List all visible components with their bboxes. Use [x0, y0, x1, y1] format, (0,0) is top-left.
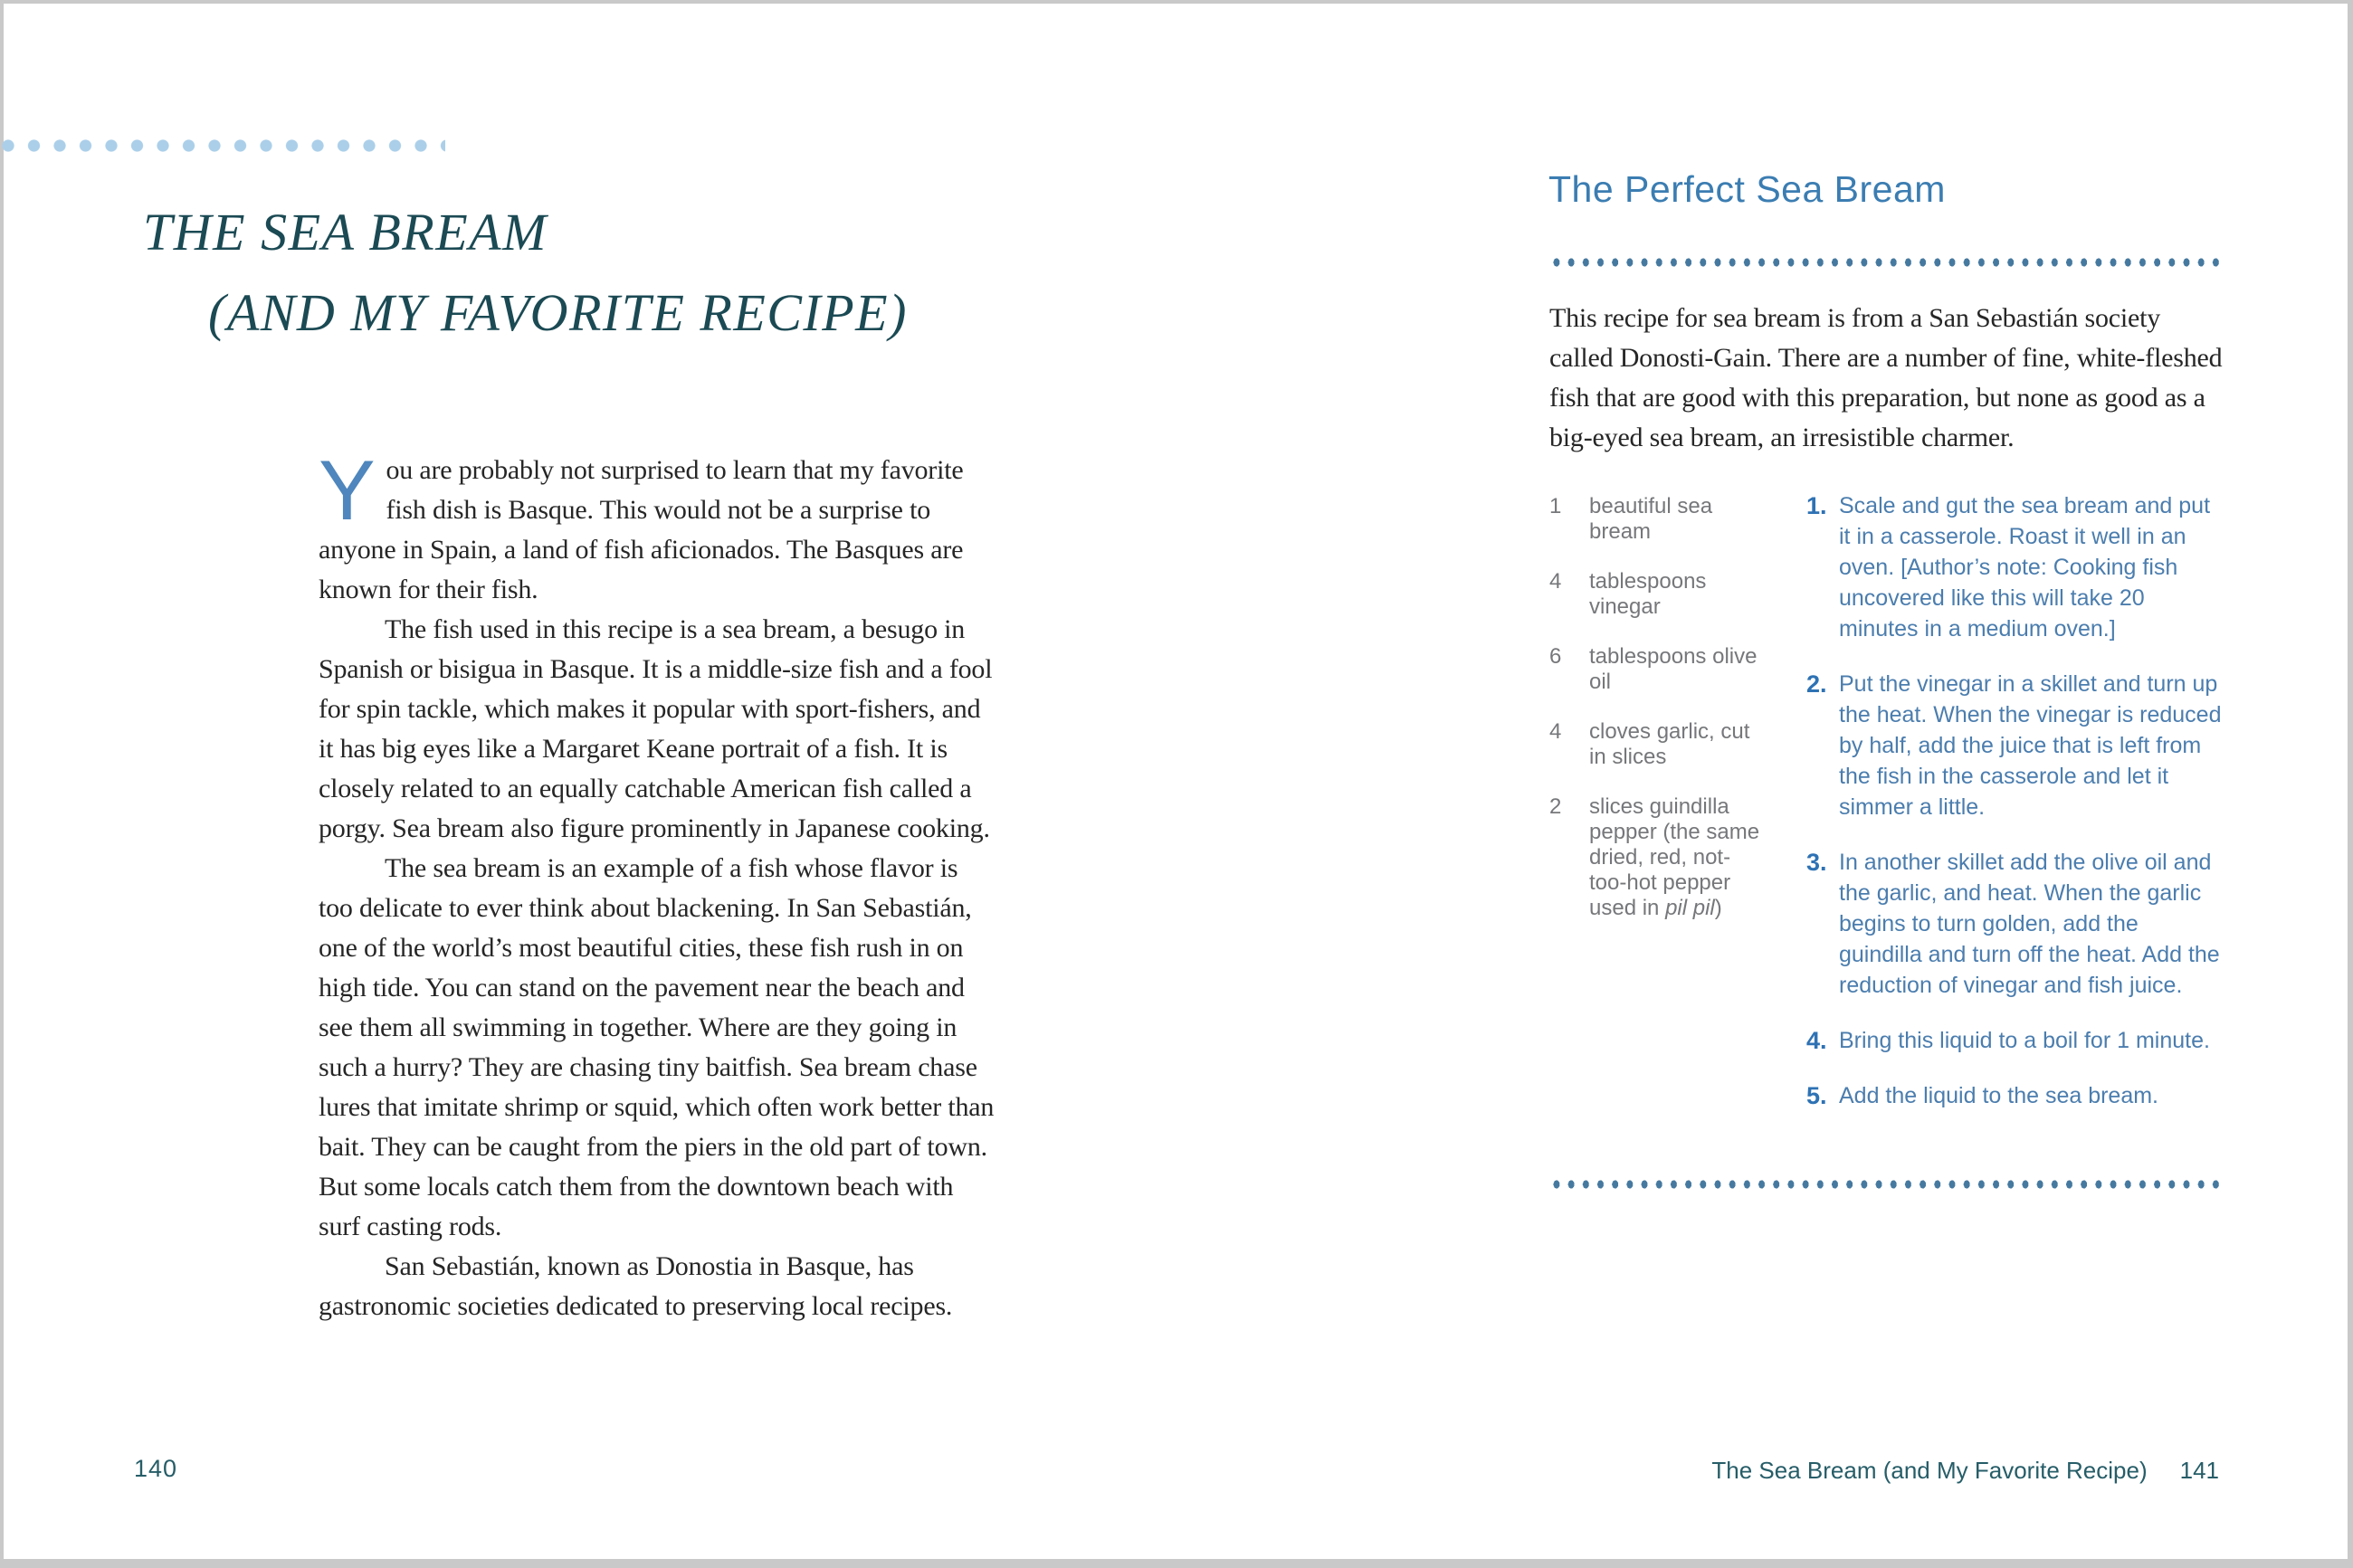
recipe-title: The Perfect Sea Bream	[1548, 168, 1946, 210]
recipe-step	[1806, 1025, 2226, 1056]
ingredient-quantity: 1	[1549, 494, 1562, 518]
ingredient-text: cloves garlic, cut in slices	[1589, 719, 1750, 769]
ingredient-text: slices guindilla pepper (the same dried, red, not-too-hot pepper used in pil pil)	[1589, 794, 1760, 920]
running-head: The Sea Bream (and My Favorite Recipe)	[1711, 1457, 2148, 1484]
ingredient-item	[1549, 719, 1772, 770]
step-text: Bring this liquid to a boil for 1 minute.	[1839, 1028, 2210, 1053]
ingredient-item	[1549, 644, 1772, 695]
chapter-title	[143, 192, 908, 353]
ingredient-text: beautiful sea bream	[1589, 494, 1713, 544]
chapter-body-text	[319, 442, 996, 1326]
ingredient-quantity: 4	[1549, 719, 1562, 744]
ingredient-item	[1549, 494, 1772, 545]
step-number: 3.	[1806, 849, 1827, 876]
recipe-step	[1806, 490, 2226, 644]
recipe-dotted-separator-bottom	[1549, 1178, 2221, 1191]
recipe-dotted-separator-top	[1549, 256, 2221, 269]
footer-right	[1711, 1457, 2219, 1485]
chapter-title-line1: THE SEA BREAM	[143, 203, 548, 261]
page-number-left: 140	[134, 1455, 178, 1482]
chapter-title-line2: (AND MY FAVORITE RECIPE)	[208, 283, 908, 342]
ingredient-quantity: 6	[1549, 644, 1562, 669]
ingredient-item	[1549, 794, 1772, 921]
body-paragraph: San Sebastián, known as Donostia in Basque, has gastronomic societies dedicated to preserving local recipes.	[319, 1251, 953, 1321]
ingredient-text: tablespoons vinegar	[1589, 569, 1707, 619]
recipe-step	[1806, 669, 2226, 822]
step-number: 5.	[1806, 1082, 1827, 1109]
drop-cap: Y	[319, 442, 376, 537]
ingredient-quantity: 2	[1549, 794, 1562, 819]
step-text: Put the vinegar in a skillet and turn up the heat. When the vinegar is reduced by half, add the juice that is left from the fish in the casserole and let it simmer a little.	[1839, 671, 2222, 820]
recipe-step	[1806, 1080, 2226, 1111]
step-number: 2.	[1806, 670, 1827, 698]
ingredient-text: tablespoons olive oil	[1589, 644, 1758, 694]
recipe-step	[1806, 847, 2226, 1001]
chapter-dotted-ornament	[0, 138, 445, 154]
ingredient-list	[1549, 494, 1772, 946]
step-text: Scale and gut the sea bream and put it in a casserole. Roast it well in an oven. [Author’s note: Cooking fish uncovered like this will take 20 minutes in a medium oven.]	[1839, 493, 2211, 641]
step-number: 1.	[1806, 492, 1827, 519]
ingredient-quantity: 4	[1549, 569, 1562, 594]
page-number-right: 141	[2179, 1457, 2219, 1484]
recipe-intro: This recipe for sea bream is from a San Sebastián society called Donosti-Gain. There are a number of fine, white-fleshed fish that are good with this preparation, but none as good as a big-eyed sea bream, an irresistible charmer.	[1549, 303, 2223, 452]
body-paragraph	[319, 442, 996, 610]
recipe-steps	[1806, 490, 2226, 1136]
body-paragraph: The fish used in this recipe is a sea bream, a besugo in Spanish or bisigua in Basque. It is a middle-size fish and a fool for spin tackle, which makes it popular with sport-fishers, and it has big eyes like a Margaret Keane portrait of a fish. It is closely related to an equally catchable American fish called a porgy. Sea bream also figure prominently in Japanese cooking.	[319, 614, 993, 843]
step-text: In another skillet add the olive oil and the garlic, and heat. When the garlic begins to turn golden, add the guindilla and turn off the heat. Add the reduction of vinegar and fish juice.	[1839, 850, 2220, 998]
body-paragraph: The sea bream is an example of a fish whose flavor is too delicate to ever think about blackening. In San Sebastián, one of the world’s most beautiful cities, these fish rush in on high tide. You can stand on the pavement near the beach and see them all swimming in together. Where are they going in such a hurry? They are chasing tiny baitfish. Sea bream chase lures that imitate shrimp or squid, which often work better than bait. They can be caught from the piers in the old part of town. But some locals catch them from the downtown beach with surf casting rods.	[319, 853, 995, 1241]
ingredient-item	[1549, 569, 1772, 620]
step-number: 4.	[1806, 1027, 1827, 1054]
step-text: Add the liquid to the sea bream.	[1839, 1083, 2159, 1108]
body-paragraph-text: ou are probably not surprised to learn that my favorite fish dish is Basque. This would not be a surprise to anyone in Spain, a land of fish aficionados. The Basques are known for their fish.	[319, 455, 964, 604]
